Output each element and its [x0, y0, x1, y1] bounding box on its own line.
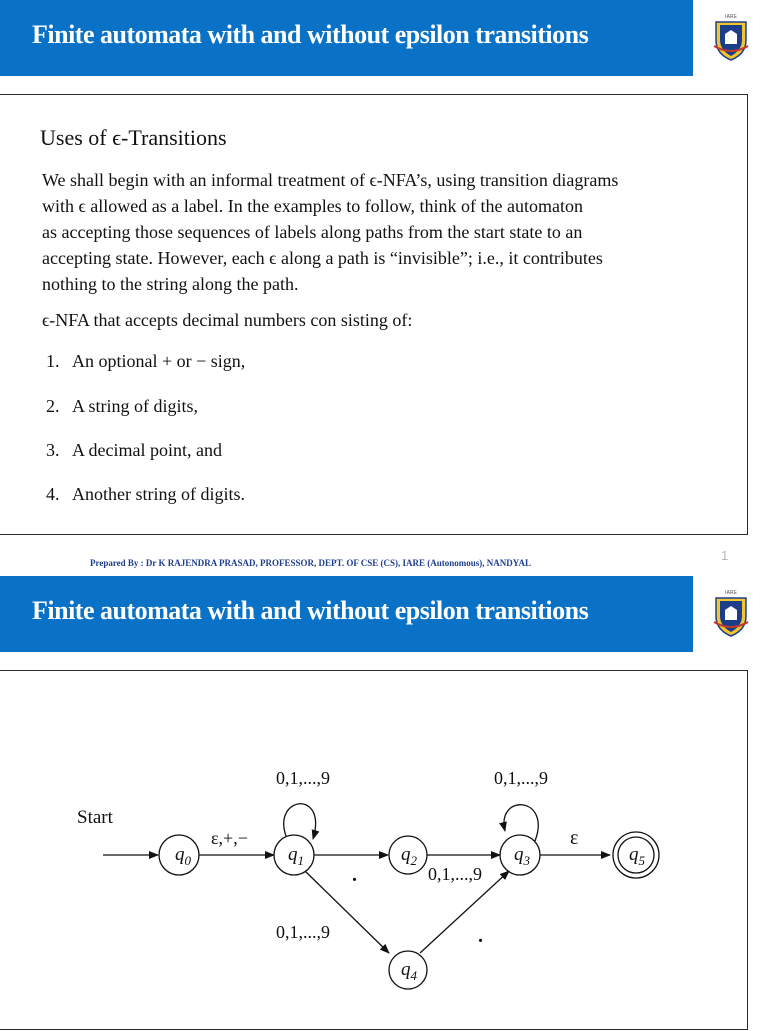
- list-item: [46, 484, 245, 505]
- list-text: Another string of digits.: [72, 484, 245, 504]
- edge-label-q1-loop: 0,1,...,9: [276, 768, 330, 788]
- edge-label-q2-q3: 0,1,...,9: [428, 864, 482, 884]
- list-text: A string of digits,: [72, 396, 199, 416]
- slide-title: Finite automata with and without epsilon transitions: [32, 596, 589, 625]
- paragraph-line: We shall begin with an informal treatment of ϵ-NFA’s, using transition diagrams: [42, 170, 619, 190]
- paragraph-line: with ϵ allowed as a label. In the examples to follow, think of the automaton: [42, 196, 583, 216]
- state-label-q5: $q_5$: [629, 844, 645, 868]
- list-intro: ϵ-NFA that accepts decimal numbers con sisting of:: [42, 310, 413, 330]
- logo-text: IARE: [725, 590, 737, 596]
- edge-label-q1-q2: .: [352, 864, 357, 886]
- edge-label-q1-q4: 0,1,...,9: [276, 922, 330, 942]
- state-label-q0: $q_0$: [175, 844, 191, 868]
- iare-logo-icon: [708, 12, 754, 62]
- title-banner: [0, 0, 693, 76]
- page-number: 1: [721, 548, 729, 563]
- list-number: 3.: [46, 440, 60, 460]
- list-number: 2.: [46, 396, 60, 416]
- slide-content: [0, 94, 748, 535]
- list-item: [46, 396, 198, 417]
- list-item: [46, 351, 245, 372]
- start-label: Start: [77, 807, 113, 828]
- slide-title: Finite automata with and without epsilon transitions: [32, 20, 589, 49]
- slide-content: [0, 670, 748, 1030]
- edge-label-q4-q3: .: [478, 925, 483, 947]
- section-heading: Uses of ϵ-Transitions: [40, 125, 227, 150]
- paragraph-line: nothing to the string along the path.: [42, 274, 299, 294]
- edge-label-q3-loop: 0,1,...,9: [494, 768, 548, 788]
- enfa-diagram: [0, 671, 748, 1031]
- list-number: 1.: [46, 351, 60, 371]
- list-number: 4.: [46, 484, 60, 504]
- paragraph-line: as accepting those sequences of labels along paths from the start state to an: [42, 222, 583, 242]
- logo-text: IARE: [725, 14, 737, 20]
- state-label-q1: $q_1$: [288, 844, 304, 868]
- state-label-q3: $q_3$: [514, 844, 530, 868]
- intro-paragraph: [42, 167, 722, 297]
- edge-label-q0-q1: ε,+,−: [211, 828, 248, 848]
- slide-2: [0, 576, 768, 1024]
- edge-q1-loop: [284, 804, 316, 839]
- edge-label-q3-q5: ε: [570, 827, 579, 849]
- list-text: A decimal point, and: [72, 440, 222, 460]
- iare-logo-icon: [708, 588, 754, 638]
- paragraph-line: accepting state. However, each ϵ along a path is “invisible”; i.e., it contributes: [42, 248, 603, 268]
- state-label-q4: $q_4$: [401, 959, 417, 983]
- footer-credit: Prepared By : Dr K RAJENDRA PRASAD, PROFESSOR, DEPT. OF CSE (CS), IARE (Autonomous), NANDYAL: [90, 558, 531, 568]
- title-banner: [0, 576, 693, 652]
- list-text: An optional + or − sign,: [72, 351, 246, 371]
- list-item: [46, 440, 222, 461]
- state-label-q2: $q_2$: [401, 844, 417, 868]
